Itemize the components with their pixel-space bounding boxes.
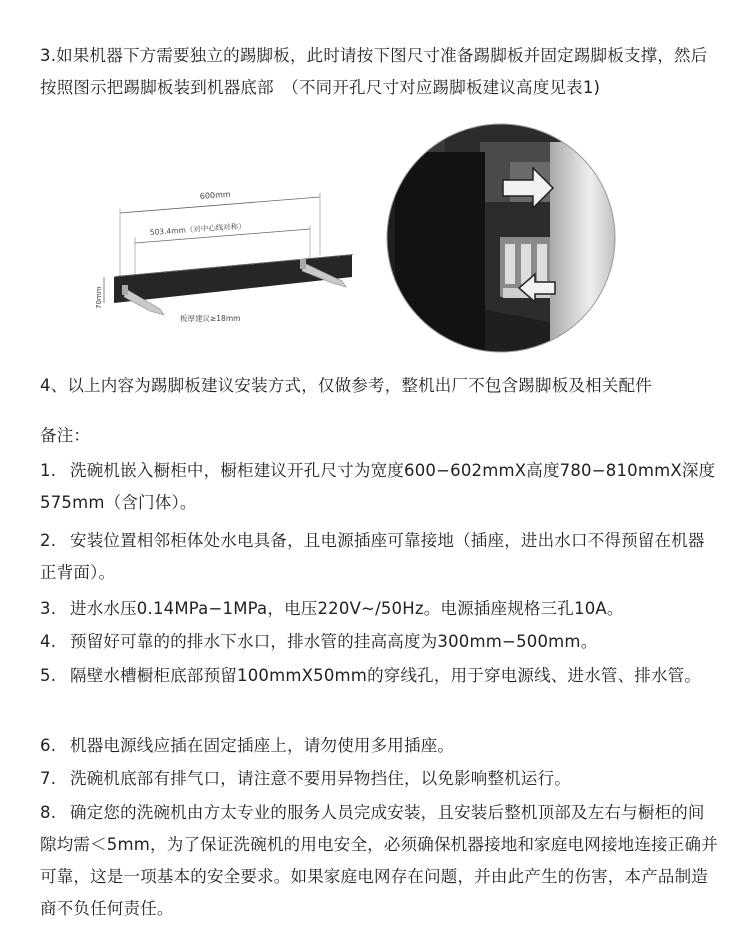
installation-detail-circle <box>385 122 617 354</box>
width-center-label: 503.4mm（对中心线对称） <box>149 221 246 237</box>
note-item-8: 8. 确定您的洗碗机由方太专业的服务人员完成安装，且安装后整机顶部及左右与橱柜的间隙均需＜5mm，为了保证洗碗机的用电安全，必须确保机器接地和家庭电网接地连接正确并可靠，这是一项基本的安全要求。如果家庭电网存在问题，并由此产生的伤害，本产品制造商不负任何责任。 <box>40 803 718 918</box>
width-total-label: 600mm <box>199 189 231 201</box>
height-label: 70mm <box>95 286 103 309</box>
kickboard-shape <box>114 255 352 303</box>
note-item-7: 7. 洗碗机底部有排气口，请注意不要用异物挡住，以免影响整机运行。 <box>40 769 571 788</box>
note-item-1: 1. 洗碗机嵌入橱柜中，橱柜建议开孔尺寸为宽度600−602mmX高度780−810mmX深度575mm（含门体）。 <box>40 461 716 512</box>
notes-title: 备注： <box>40 426 91 445</box>
step-3-text: 3.如果机器下方需要独立的踢脚板，此时请按下图尺寸准备踢脚板并固定踢脚板支撑，然后按照图示把踢脚板装到机器底部 （不同开孔尺寸对应踢脚板建议高度见表1) <box>40 46 708 97</box>
thickness-label: 板厚建议≥18mm <box>180 314 241 323</box>
step-4-text: 4、以上内容为踢脚板建议安装方式，仅做参考，整机出厂不包含踢脚板及相关配件 <box>40 376 652 395</box>
note-item-3: 3. 进水水压0.14MPa−1MPa，电压220V~/50Hz。电源插座规格三孔10A。 <box>40 599 624 618</box>
note-item-6: 6. 机器电源线应插在固定插座上，请勿使用多用插座。 <box>40 736 455 755</box>
note-item-4: 4. 预留好可靠的的排水下水口，排水管的挂高高度为300mm−500mm。 <box>40 632 598 651</box>
kickboard-dimension-diagram <box>90 185 360 335</box>
note-item-2: 2. 安装位置相邻柜体处水电具备，且电源插座可靠接地（插座，进出水口不得预留在机器正背面）。 <box>40 531 705 582</box>
note-item-5: 5. 隔壁水槽橱柜底部预留100mmX50mm的穿线孔，用于穿电源线、进水管、排水管。 <box>40 666 702 685</box>
